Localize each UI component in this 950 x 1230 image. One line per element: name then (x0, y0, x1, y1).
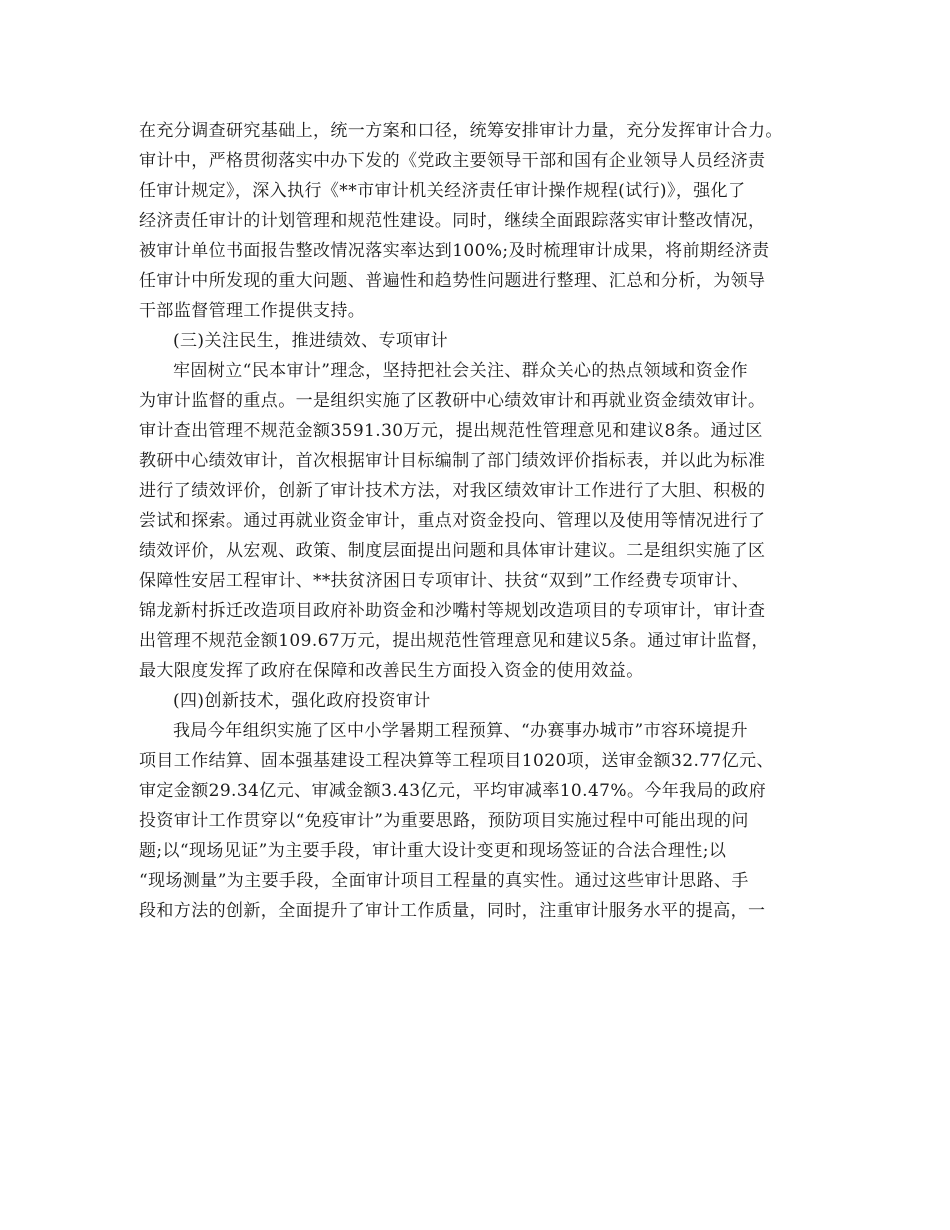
text-line: 审计中，严格贯彻落实中办下发的《党政主要领导干部和国有企业领导人员经济责 (139, 151, 766, 171)
text-line: 保障性安居工程审计、**扶贫济困日专项审计、扶贫“双到”工作经费专项审计、 (139, 571, 750, 591)
text-line: 段和方法的创新，全面提升了审计工作质量，同时，注重审计服务水平的提高，一 (139, 901, 766, 921)
document-body (139, 116, 829, 926)
text-line: 我局今年组织实施了区中小学暑期工程预算、“办赛事办城市”市容环境提升 (173, 721, 748, 741)
text-line: 在充分调查研究基础上，统一方案和口径，统筹安排审计力量，充分发挥审计合力。 (139, 121, 783, 141)
text-line: 任审计规定》，深入执行《**市审计机关经济责任审计操作规程(试行)》，强化了 (139, 181, 746, 201)
text-line: 出管理不规范金额109.67万元，提出规范性管理意见和建议5条。通过审计监督， (139, 631, 769, 651)
text-line: 审计查出管理不规范金额3591.30万元，提出规范性管理意见和建议8条。通过区 (139, 421, 763, 441)
text-line: 题;以“现场见证”为主要手段，审计重大设计变更和现场签证的合法合理性;以 (139, 841, 727, 861)
text-line: 干部监督管理工作提供支持。 (139, 301, 366, 321)
text-line: 教研中心绩效审计，首次根据审计目标编制了部门绩效评价指标表，并以此为标准 (139, 451, 766, 471)
text-line: 锦龙新村拆迁改造项目政府补助资金和沙嘴村等规划改造项目的专项审计，审计查 (139, 601, 766, 621)
text-line: 经济责任审计的计划管理和规范性建设。同时，继续全面跟踪落实审计整改情况， (139, 211, 766, 231)
text-line: 任审计中所发现的重大问题、普遍性和趋势性问题进行整理、汇总和分析，为领导 (139, 271, 766, 291)
text-line: 项目工作结算、固本强基建设工程决算等工程项目1020项，送审金额32.77亿元、 (139, 751, 774, 771)
text-line: 尝试和探索。通过再就业资金审计，重点对资金投向、管理以及使用等情况进行了 (139, 511, 766, 531)
section-heading: (三)关注民生，推进绩效、专项审计 (173, 331, 449, 351)
text-line: 绩效评价，从宏观、政策、制度层面提出问题和具体审计建议。二是组织实施了区 (139, 541, 766, 561)
text-line: 审定金额29.34亿元、审减金额3.43亿元，平均审减率10.47%。今年我局的政府 (139, 781, 767, 801)
section-heading: (四)创新技术，强化政府投资审计 (173, 691, 431, 711)
text-line: 为审计监督的重点。一是组织实施了区教研中心绩效审计和再就业资金绩效审计。 (139, 391, 766, 411)
text-line: 进行了绩效评价，创新了审计技术方法，对我区绩效审计工作进行了大胆、积极的 (139, 481, 766, 501)
text-line: “现场测量”为主要手段，全面审计项目工程量的真实性。通过这些审计思路、手 (139, 871, 749, 891)
text-line: 投资审计工作贯穿以“免疫审计”为重要思路，预防项目实施过程中可能出现的问 (139, 811, 749, 831)
text-line: 最大限度发挥了政府在保障和改善民生方面投入资金的使用效益。 (139, 661, 644, 681)
text-line: 被审计单位书面报告整改情况落实率达到100%;及时梳理审计成果，将前期经济责 (139, 241, 770, 261)
text-line: 牢固树立“民本审计”理念，坚持把社会关注、群众关心的热点领域和资金作 (173, 361, 748, 381)
